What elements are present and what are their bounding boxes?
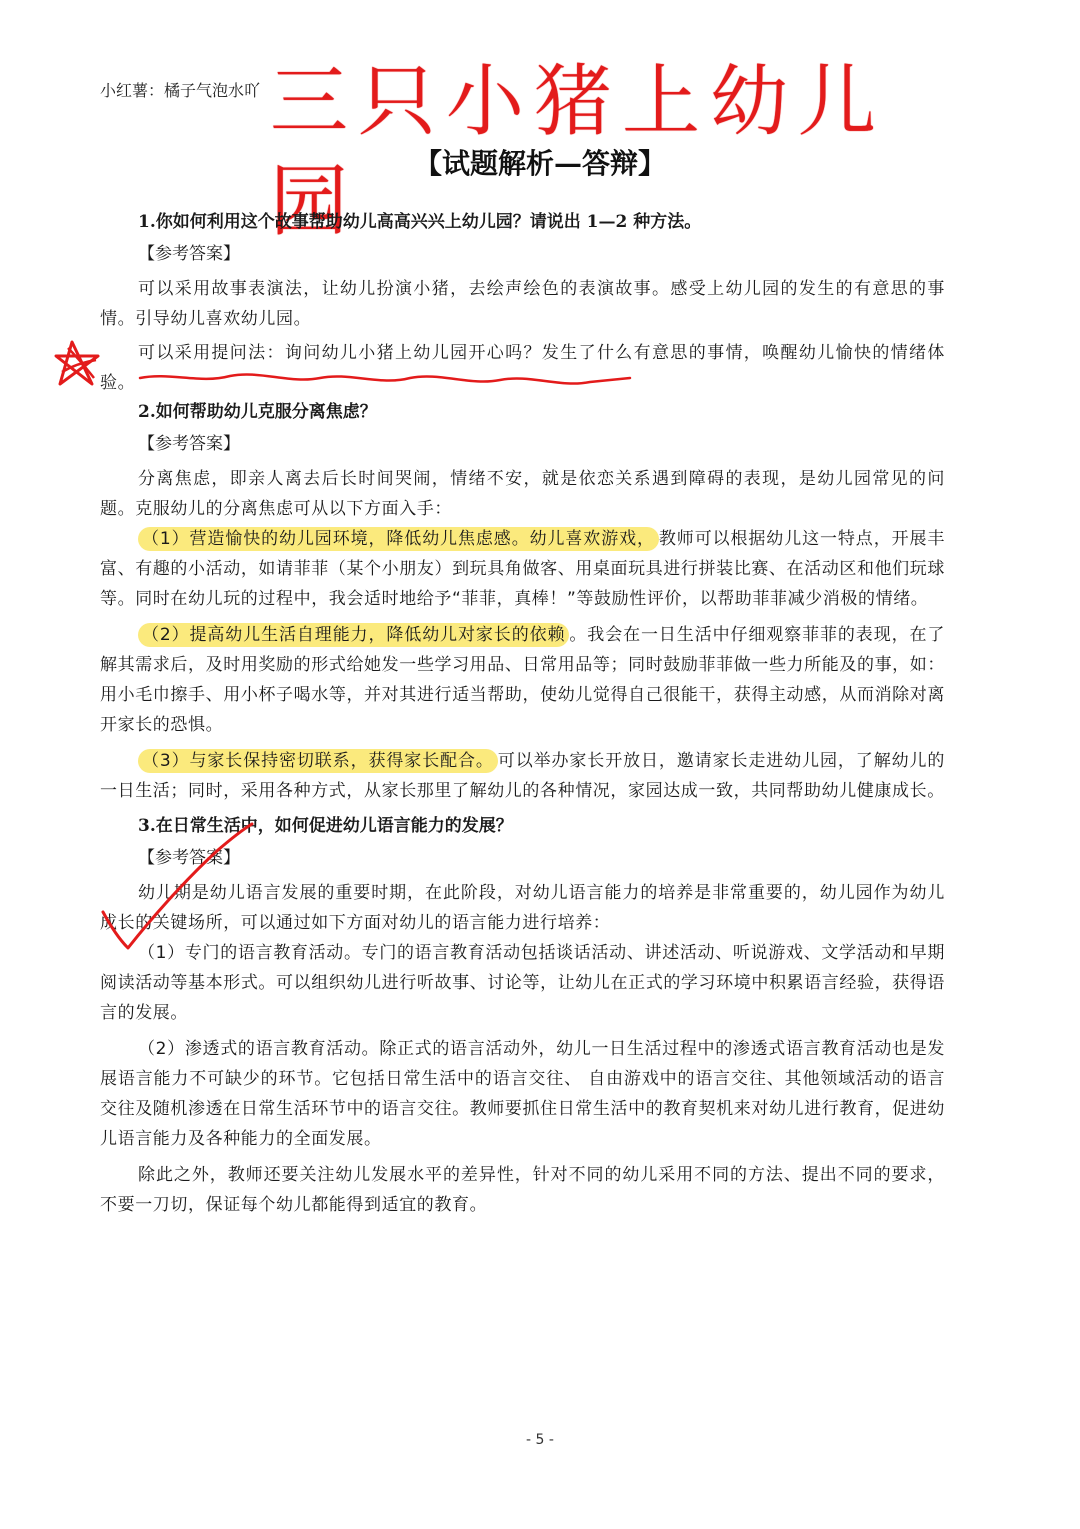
handwritten-title: 三只小猪上幼儿园 [270, 57, 887, 247]
answer-1-paragraph-1: 可以采用故事表演法，让幼儿扮演小猪，去绘声绘色的表演故事。感受上幼儿园的发生的有意思的事情。引导幼儿喜欢幼儿园。 [100, 279, 945, 329]
author-watermark: 小红薯：橘子气泡水吖 [100, 81, 261, 100]
question-1: 1.你如何利用这个故事帮助幼儿高高兴兴上幼儿园？请说出 1—2 种方法。 [138, 212, 702, 232]
question-3: 3.在日常生活中，如何促进幼儿语言能力的发展？ [138, 816, 513, 836]
page-subtitle: 【试题解析—答辩】 [413, 147, 666, 180]
answer-2-item-3 [100, 746, 945, 806]
item-1-text: 教师可以根据幼儿这一特点，开展丰富、有趣的小活动，如请菲菲（某个小朋友）到玩具角做客、用桌面玩具进行拼装比赛、在活动区和他们玩球等。同时在幼儿玩的过程中，我会适时地给予“菲菲，真棒！”等鼓励性评价，以帮助菲菲减少消极的情绪。 [100, 529, 945, 609]
answer-1-paragraph-2: 可以采用提问法：询问幼儿小猪上幼儿园开心吗？发生了什么有意思的事情，唤醒幼儿愉快的情绪体验。 [100, 343, 945, 393]
answer-3-paragraph-3: （2）渗透式的语言教育活动。除正式的语言活动外，幼儿一日生活过程中的渗透式语言教育活动也是发展语言能力不可缺少的环节。它包括日常生活中的语言交往、 自由游戏中的语言交往、其他领域活动的语言交往及随机渗透在日常生活环节中的语言交往。教师要抓住日常生活中的教育契机来对幼儿进行教育，促进幼儿语言能力及各种能力的全面发展。 [100, 1039, 945, 1149]
highlight-item-2: （2）提高幼儿生活自理能力，降低幼儿对家长的依赖 [138, 623, 569, 647]
answer-2-item-2 [100, 620, 945, 740]
reference-answer-label-2: 【参考答案】 [138, 434, 240, 454]
answer-3-paragraph-2: （1）专门的语言教育活动。专门的语言教育活动包括谈话活动、讲述活动、听说游戏、文学活动和早期阅读活动等基本形式。可以组织幼儿进行听故事、讨论等，让幼儿在正式的学习环境中积累语言经验，获得语言的发展。 [100, 943, 945, 1023]
reference-answer-label-3: 【参考答案】 [138, 848, 240, 868]
item-3-text: 可以举办家长开放日，邀请家长走进幼儿园，了解幼儿的一日生活；同时，采用各种方式，从家长那里了解幼儿的各种情况，家园达成一致，共同帮助幼儿健康成长。 [100, 751, 945, 801]
document-body [100, 208, 945, 1220]
answer-2-intro: 分离焦虑，即亲人离去后长时间哭闹，情绪不安，就是依恋关系遇到障碍的表现，是幼儿园常见的问题。克服幼儿的分离焦虑可从以下方面入手： [100, 469, 945, 519]
star-mark-scribble-icon [62, 348, 96, 378]
item-2-text: 。我会在一日生活中仔细观察菲菲的表现，在了解其需求后，及时用奖励的形式给她发一些学习用品、日常用品等；同时鼓励菲菲做一些力所能及的事，如：用小毛巾擦手、用小杯子喝水等，并对其进行适当帮助，使幼儿觉得自己很能干，获得主动感，从而消除对离开家长的恐惧。 [100, 625, 945, 735]
star-mark-icon [56, 342, 98, 384]
highlight-item-3: （3）与家长保持密切联系，获得家长配合。 [138, 749, 498, 773]
answer-2-item-1 [100, 524, 945, 614]
question-2: 2.如何帮助幼儿克服分离焦虑？ [138, 402, 377, 422]
highlight-item-1: （1）营造愉快的幼儿园环境，降低幼儿焦虑感。幼儿喜欢游戏， [138, 527, 659, 551]
answer-3-paragraph-4: 除此之外，教师还要关注幼儿发展水平的差异性，针对不同的幼儿采用不同的方法、提出不同的要求，不要一刀切，保证每个幼儿都能得到适宜的教育。 [100, 1165, 945, 1215]
reference-answer-label-1: 【参考答案】 [138, 244, 240, 264]
answer-3-paragraph-1: 幼儿期是幼儿语言发展的重要时期，在此阶段，对幼儿语言能力的培养是非常重要的，幼儿园作为幼儿成长的关键场所，可以通过如下方面对幼儿的语言能力进行培养： [100, 883, 945, 933]
page-number: - 5 - [526, 1432, 554, 1448]
